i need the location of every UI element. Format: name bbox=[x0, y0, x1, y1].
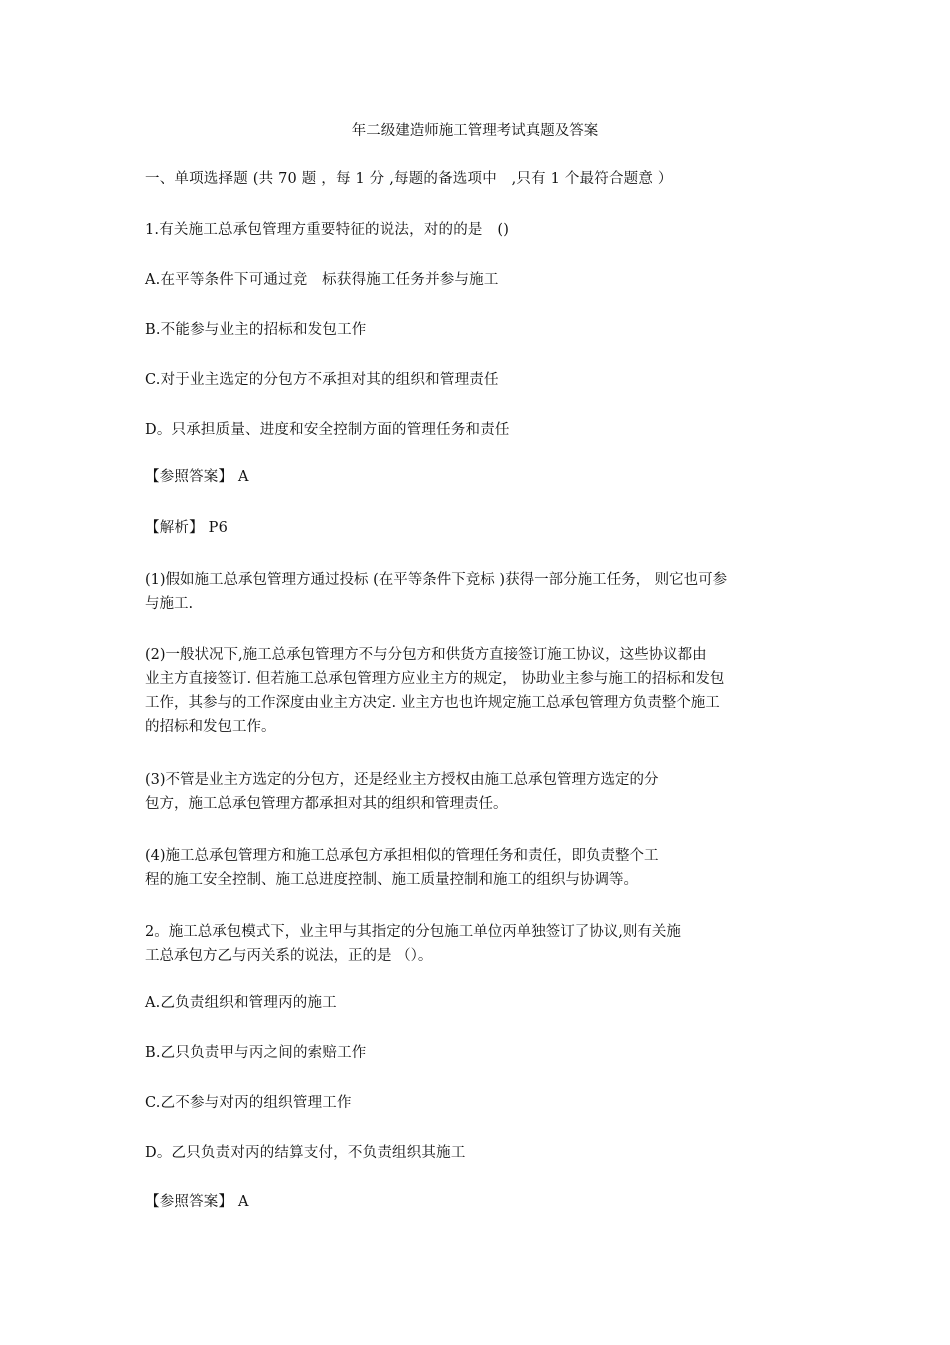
analysis-line: 程的施工安全控制、施工总进度控制、施工质量控制和施工的组织与协调等。 bbox=[145, 872, 638, 888]
analysis-line: 工作，其参与的工作深度由业主方决定. 业主方也也许规定施工总承包管理方负责整个施工 bbox=[145, 695, 720, 711]
section-heading: 一、单项选择题 (共 70 题 ，每 1 分 ,每题的备选项中 ,只有 1 个最符合题意 ） bbox=[145, 171, 673, 187]
q1-question: 1.有关施工总承包管理方重要特征的说法，对的的是 () bbox=[145, 222, 510, 238]
analysis-line: (1)假如施工总承包管理方通过投标 (在平等条件下竞标 )获得一部分施工任务， 则它也可参 bbox=[145, 572, 728, 588]
q1-analysis-point-3 bbox=[145, 768, 805, 816]
q2-question bbox=[145, 920, 805, 968]
q2-option-d: D。乙只负责对丙的结算支付，不负责组织其施工 bbox=[145, 1145, 466, 1161]
q1-analysis-label: 【解析】 P6 bbox=[145, 520, 228, 536]
analysis-line: (2)一般状况下,施工总承包管理方不与分包方和供货方直接签订施工协议，这些协议都由 bbox=[145, 647, 707, 663]
document-title: 年二级建造师施工管理考试真题及答案 bbox=[351, 123, 599, 139]
q1-analysis-point-2 bbox=[145, 643, 805, 739]
q2-option-a: A.乙负责组织和管理丙的施工 bbox=[145, 995, 337, 1011]
q1-option-d: D。只承担质量、进度和安全控制方面的管理任务和责任 bbox=[145, 422, 510, 438]
question-line: 2。施工总承包模式下，业主甲与其指定的分包施工单位丙单独签订了协议,则有关施 bbox=[145, 924, 681, 940]
q1-analysis-point-1 bbox=[145, 568, 805, 616]
analysis-line: 业主方直接签订. 但若施工总承包管理方应业主方的规定， 协助业主参与施工的招标和发包 bbox=[145, 671, 725, 687]
q2-answer: 【参照答案】 A bbox=[145, 1194, 249, 1210]
q1-option-a: A.在平等条件下可通过竞 标获得施工任务并参与施工 bbox=[145, 272, 499, 288]
analysis-line: (4)施工总承包管理方和施工总承包方承担相似的管理任务和责任，即负责整个工 bbox=[145, 848, 659, 864]
q2-option-b: B.乙只负责甲与丙之间的索赔工作 bbox=[145, 1045, 367, 1061]
question-line: 工总承包方乙与丙关系的说法，正的是 （）。 bbox=[145, 948, 433, 964]
analysis-line: 的招标和发包工作。 bbox=[145, 719, 276, 735]
q1-option-b: B.不能参与业主的招标和发包工作 bbox=[145, 322, 367, 338]
q2-option-c: C.乙不参与对丙的组织管理工作 bbox=[145, 1095, 352, 1111]
analysis-line: 包方，施工总承包管理方都承担对其的组织和管理责任。 bbox=[145, 796, 508, 812]
analysis-line: (3)不管是业主方选定的分包方，还是经业主方授权由施工总承包管理方选定的分 bbox=[145, 772, 659, 788]
analysis-line: 与施工. bbox=[145, 596, 194, 612]
q1-option-c: C.对于业主选定的分包方不承担对其的组织和管理责任 bbox=[145, 372, 499, 388]
q1-analysis-point-4 bbox=[145, 844, 805, 892]
q1-answer: 【参照答案】 A bbox=[145, 469, 249, 485]
